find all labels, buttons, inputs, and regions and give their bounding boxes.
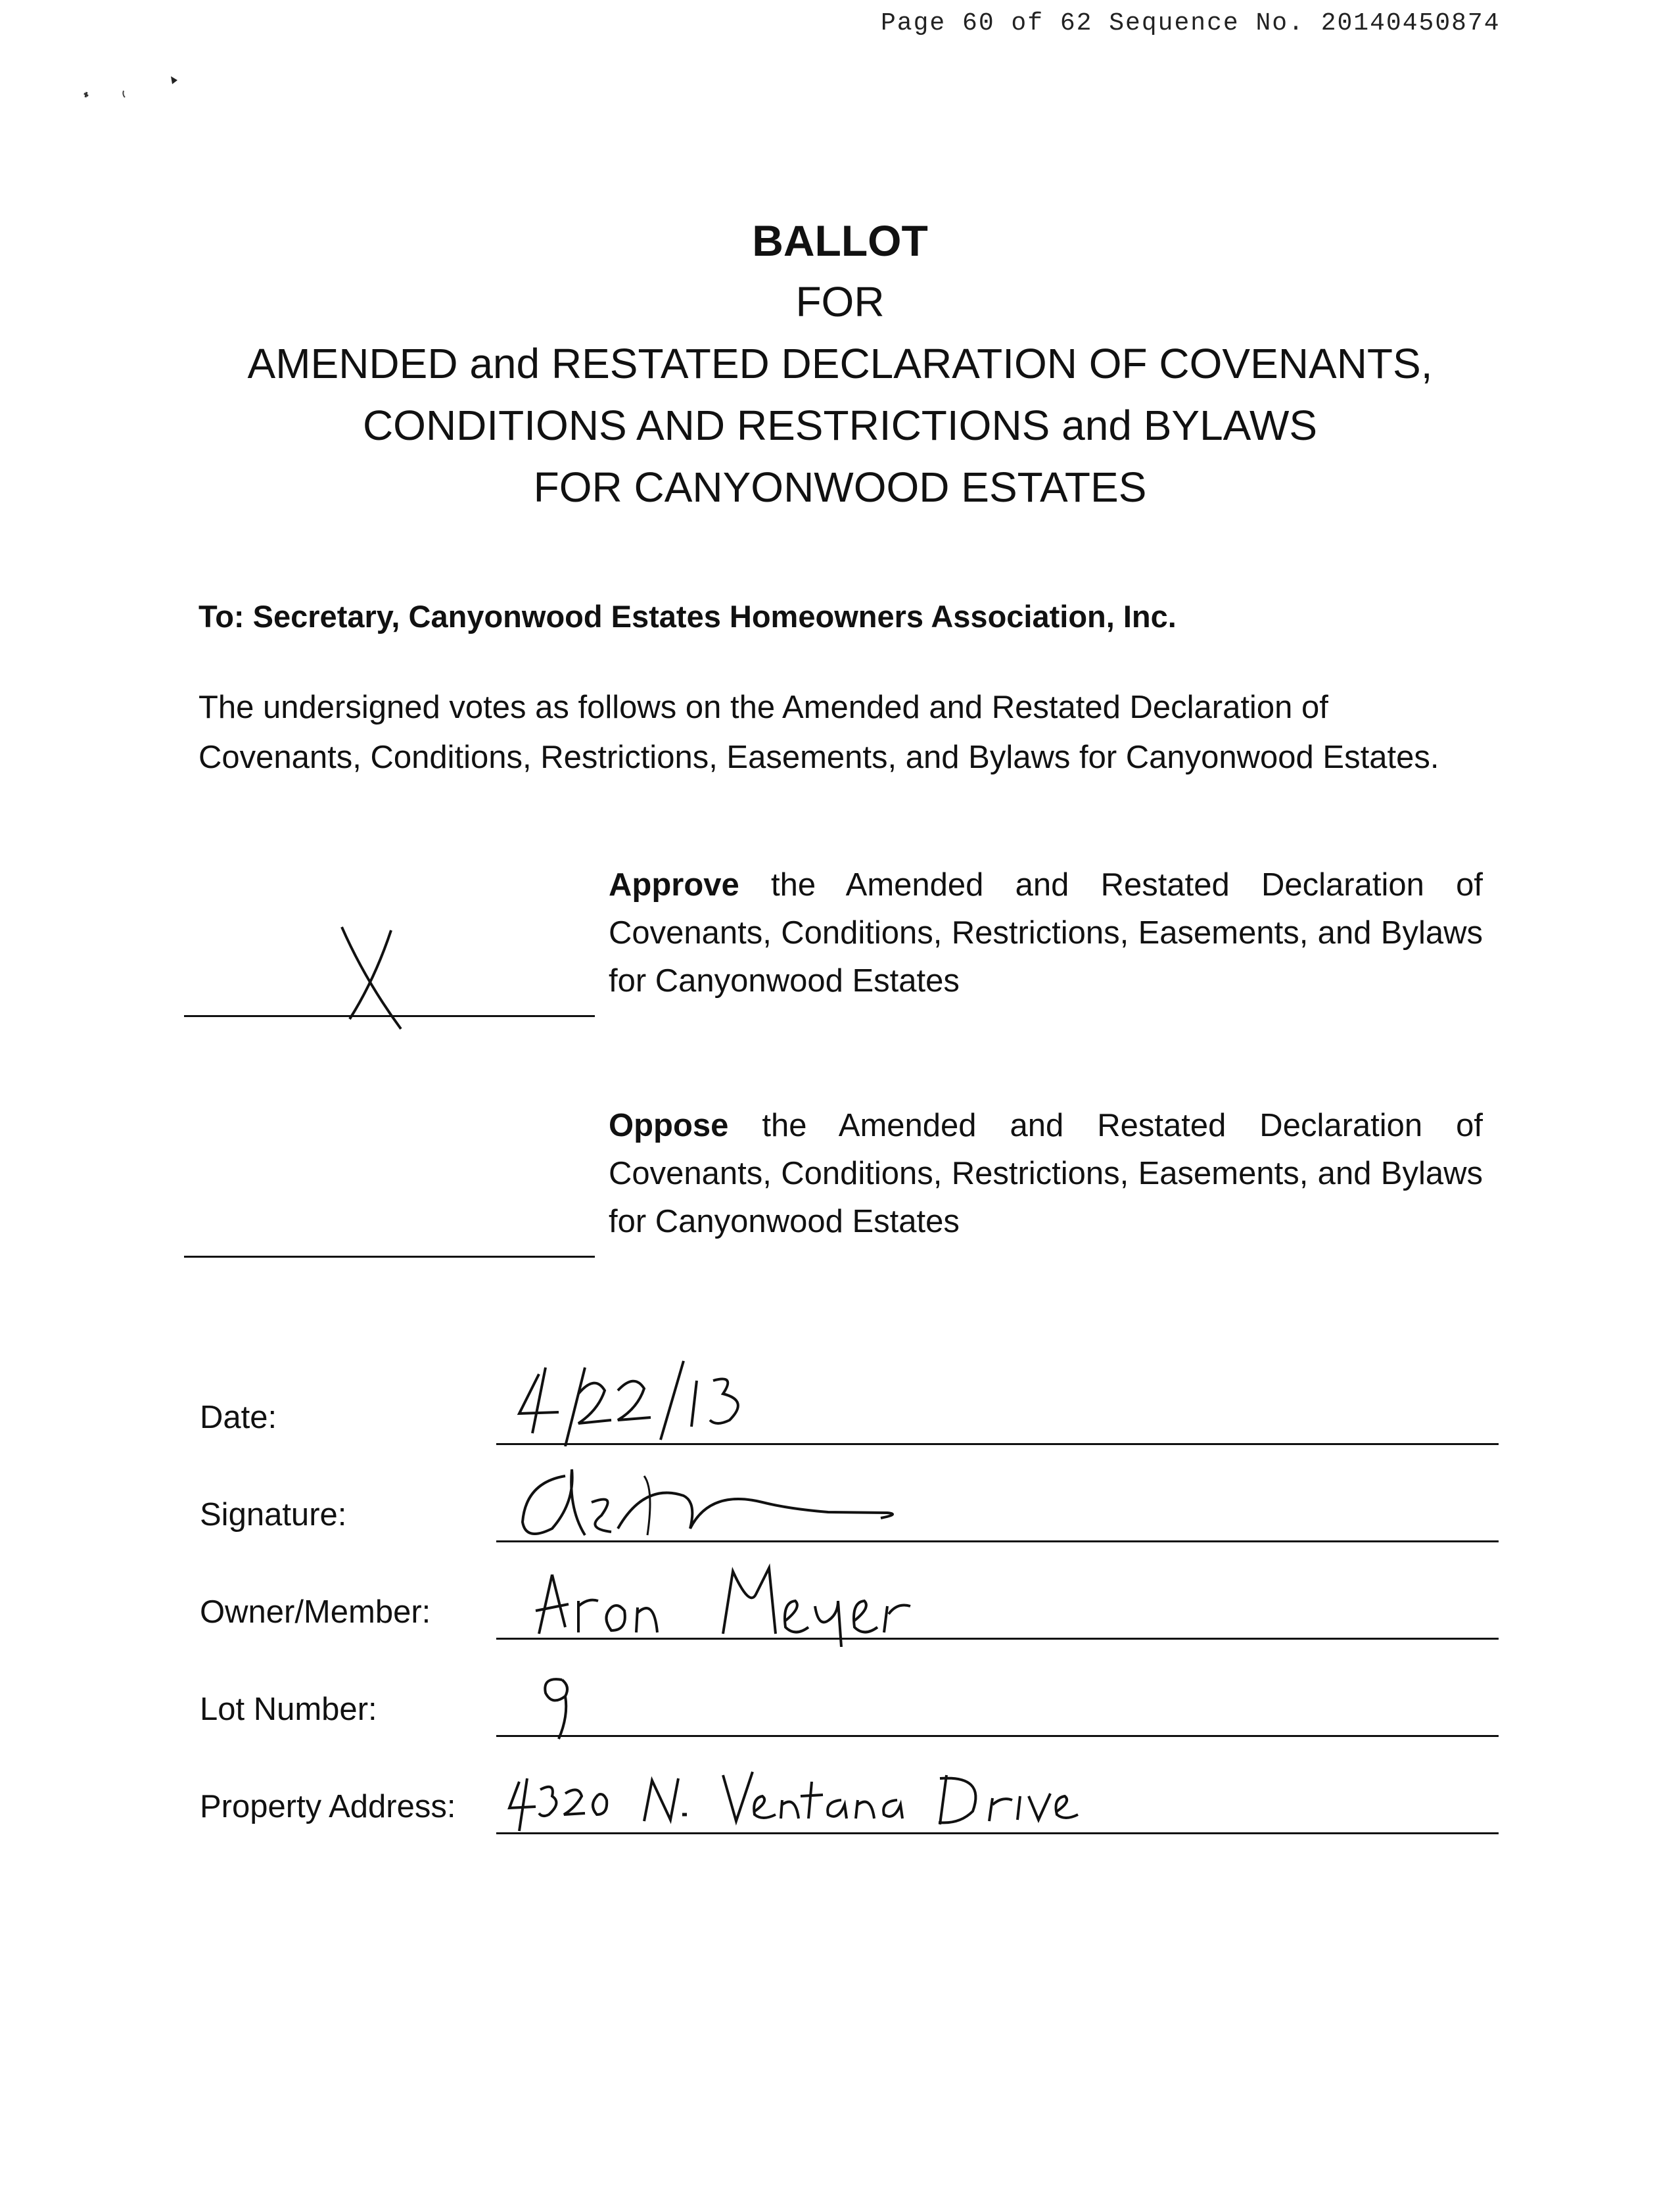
date-label: Date: [200,1400,277,1435]
oppose-option [184,1102,1499,1273]
address-line[interactable] [496,1832,1499,1834]
date-line[interactable] [496,1443,1499,1445]
address-handwritten [486,1749,1499,1841]
owner-line[interactable] [496,1638,1499,1640]
title-ballot: BALLOT [752,216,928,265]
date-handwritten [486,1354,1499,1446]
ballot-title [0,210,1680,518]
signature-line[interactable] [496,1540,1499,1542]
title-for: FOR [795,278,885,325]
intro-paragraph: The undersigned votes as follows on the Amended and Restated Declaration of Covenants, Conditions, Restrictions, Easements, and Bylaws for Canyonwood Estates. [198,690,1439,775]
approve-option [184,861,1499,1032]
oppose-keyword: Oppose [609,1108,729,1143]
page-sequence-stamp: Page 60 of 62 Sequence No. 20140450874 [881,9,1501,37]
signature-handwritten [486,1456,1499,1548]
lot-handwritten [486,1650,1499,1742]
title-line-5: FOR CANYONWOOD ESTATES [533,464,1147,511]
lot-label: Lot Number: [200,1692,377,1727]
signature-label: Signature: [200,1497,347,1533]
approve-keyword: Approve [609,867,739,903]
approve-description: the Amended and Restated Declaration of Covenants, Conditions, Restrictions, Easements, and Bylaws for Canyonwood Estates [609,867,1483,999]
approve-vote-line[interactable] [184,1015,595,1017]
address-label: Property Address: [200,1789,456,1824]
oppose-description: the Amended and Restated Declaration of Covenants, Conditions, Restrictions, Easements, and Bylaws for Canyonwood Estates [609,1108,1483,1239]
title-line-4: CONDITIONS AND RESTRICTIONS and BYLAWS [362,402,1318,449]
scan-specks [79,66,210,118]
approve-text [609,861,1483,1005]
oppose-vote-line[interactable] [184,1256,595,1258]
title-line-3: AMENDED and RESTATED DECLARATION OF COVENANTS, [247,340,1433,387]
oppose-text [609,1102,1483,1246]
addressee-line: To: Secretary, Canyonwood Estates Homeowners Association, Inc. [198,599,1177,634]
owner-label: Owner/Member: [200,1594,431,1630]
lot-line[interactable] [496,1735,1499,1737]
owner-handwritten [486,1555,1499,1647]
